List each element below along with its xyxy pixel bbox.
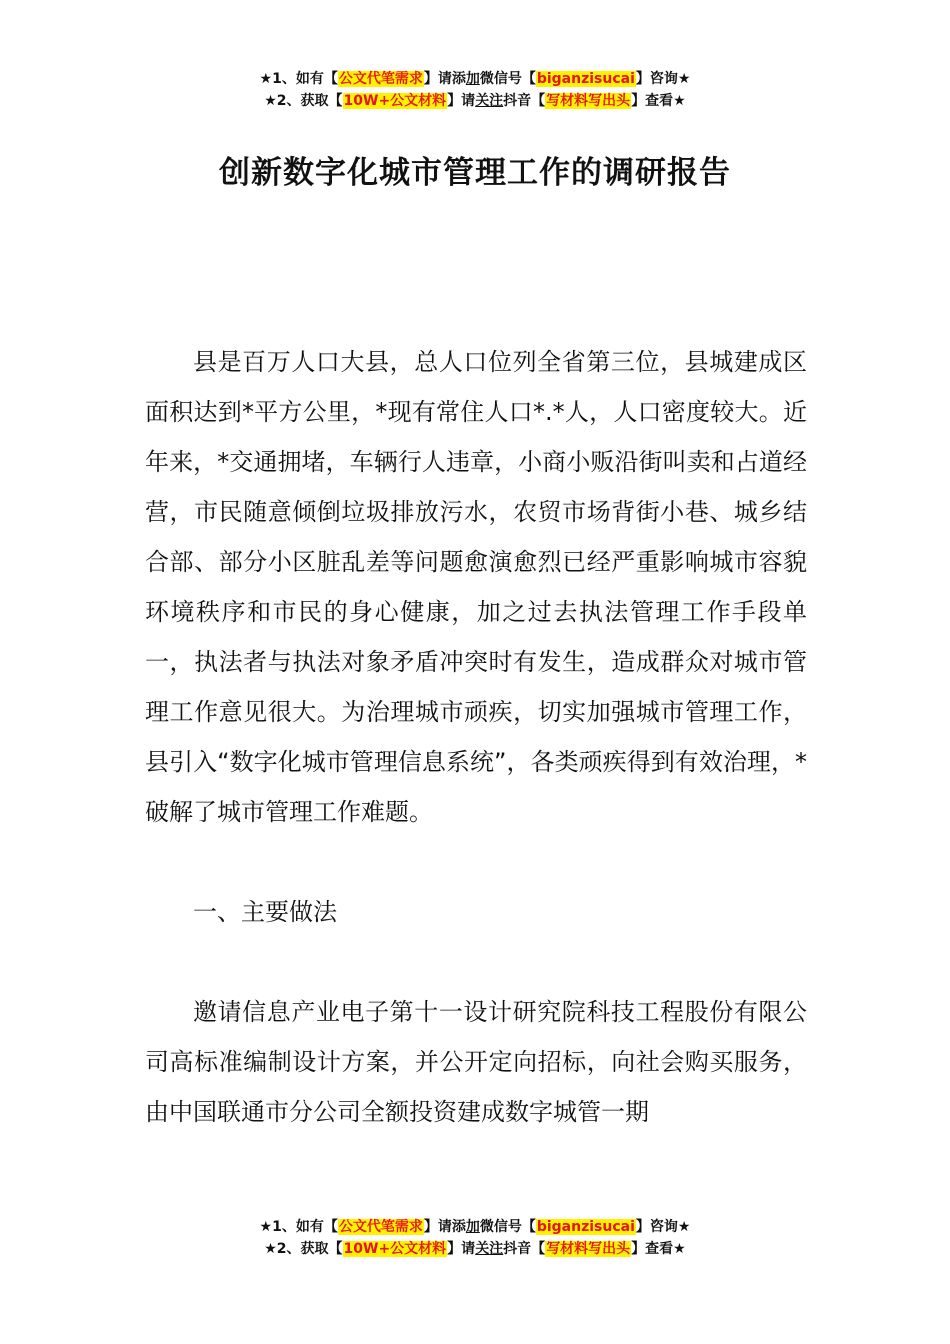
paragraph-intro: 县是百万人口大县，总人口位列全省第三位，县城建成区面积达到*平方公里，*现有常住人口*.*人，人口密度较大。近年来，*交通拥堵，车辆行人违章，小商小贩沿街叫卖和占道经营，市民随意倾倒垃圾排放污水，农贸市场背街小巷、城乡结合部、部分小区脏乱差等问题愈演愈烈已经严重影响城市容貌环境秩序和市民的身心健康，加之过去执法管理工作手段单一，执法者与执法对象矛盾冲突时有发生，造成群众对城市管理工作意见很大。为治理城市顽疾，切实加强城市管理工作，县引入“数字化城市管理信息系统”，各类顽疾得到有效治理，*破解了城市管理工作难题。 (145, 348, 807, 826)
promo-banner-top (0, 68, 950, 112)
document-title: 创新数字化城市管理工作的调研报告 (219, 155, 731, 191)
promo-line-1: ★1、如有【公文代笔需求】请添加微信号【biganzisucai】咨询★ (259, 71, 691, 87)
highlight-materials: 10W+公文材料 (343, 1241, 447, 1257)
section-heading-main-practices: 一、主要做法 (193, 898, 337, 926)
highlight-service: 公文代笔需求 (338, 71, 423, 87)
promo-line-2: ★2、获取【10W+公文材料】请关注抖音【写材料写出头】查看★ (264, 1241, 686, 1257)
promo-line-2: ★2、获取【10W+公文材料】请关注抖音【写材料写出头】查看★ (264, 93, 686, 109)
highlight-materials: 10W+公文材料 (343, 93, 447, 109)
highlight-douyin-account: 写材料写出头 (546, 1241, 631, 1257)
paragraph-practices: 邀请信息产业电子第十一设计研究院科技工程股份有限公司高标准编制设计方案，并公开定向招标，向社会购买服务，由中国联通市分公司全额投资建成数字城管一期 (145, 998, 807, 1126)
highlight-service: 公文代笔需求 (338, 1219, 423, 1235)
document-body (145, 337, 807, 1137)
promo-banner-bottom (0, 1216, 950, 1260)
highlight-wechat-id: biganzisucai (536, 1219, 635, 1235)
highlight-douyin-account: 写材料写出头 (546, 93, 631, 109)
highlight-wechat-id: biganzisucai (536, 71, 635, 87)
promo-line-1: ★1、如有【公文代笔需求】请添加微信号【biganzisucai】咨询★ (259, 1219, 691, 1235)
